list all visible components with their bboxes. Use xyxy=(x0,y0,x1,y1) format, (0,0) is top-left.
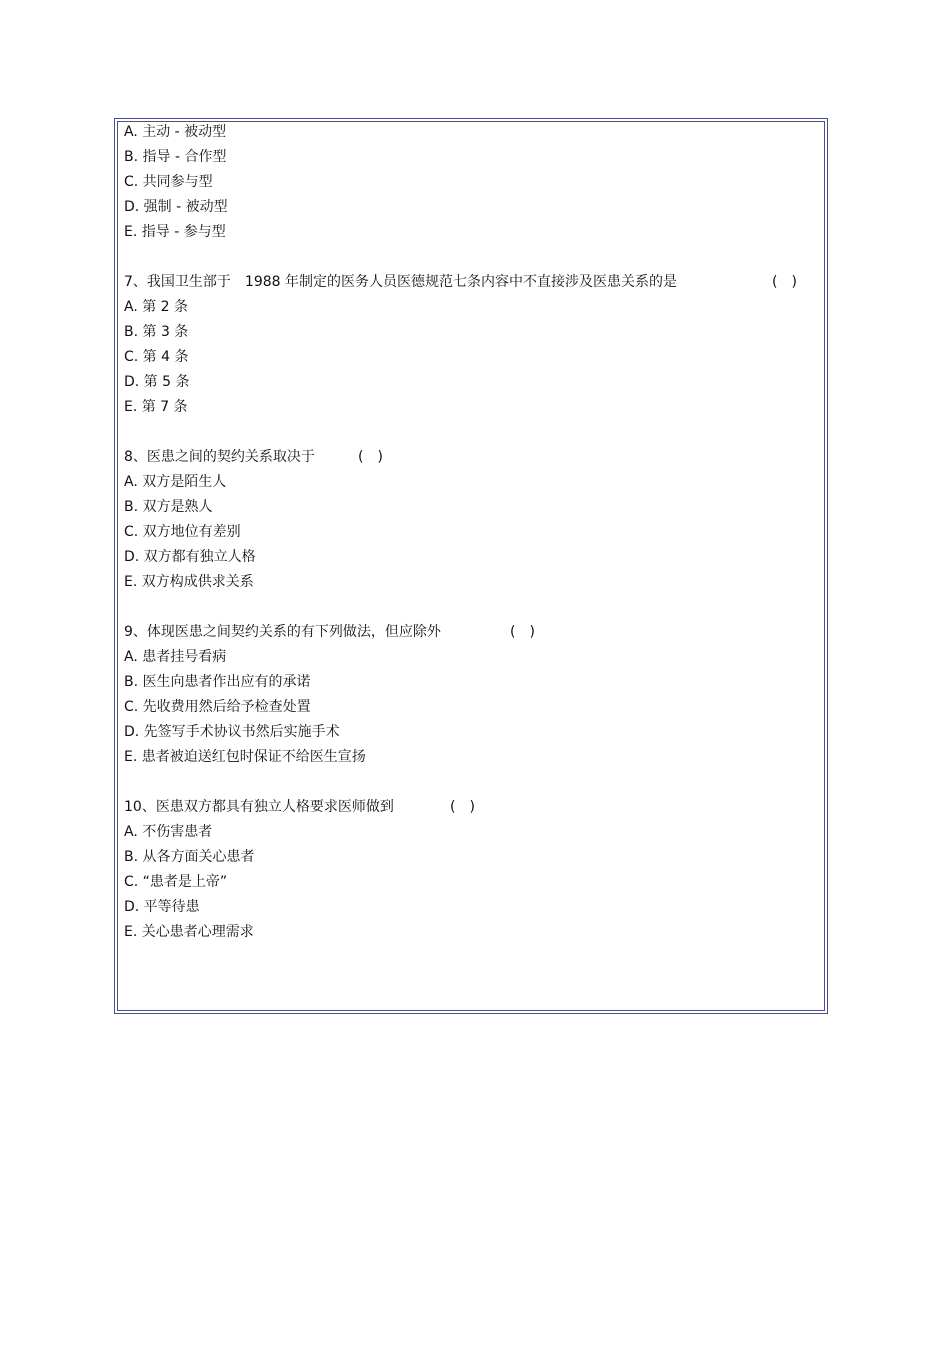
option-a: A. 主动 - 被动型 xyxy=(124,124,227,140)
question-stem xyxy=(124,795,814,820)
option-e: E. 关心患者心理需求 xyxy=(124,924,254,940)
option-b: B. 第 3 条 xyxy=(124,324,189,340)
option-c: C. 先收费用然后给予检查处置 xyxy=(124,699,311,715)
option-e: E. 第 7 条 xyxy=(124,399,188,415)
option-c: C. “患者是上帝” xyxy=(124,874,228,890)
option-a: A. 患者挂号看病 xyxy=(124,649,227,665)
option-d: D. 强制 - 被动型 xyxy=(124,199,228,215)
option-c: C. 双方地位有差别 xyxy=(124,524,241,540)
question-stem-text: 10、医患双方都具有独立人格要求医师做到 xyxy=(124,799,394,815)
option-d: D. 双方都有独立人格 xyxy=(124,549,256,565)
question-8 xyxy=(124,445,814,595)
question-stem-text: 9、体现医患之间契约关系的有下列做法，但应除外 xyxy=(124,624,441,640)
option-a: A. 不伤害患者 xyxy=(124,824,213,840)
option-e: E. 患者被迫送红包时保证不给医生宣扬 xyxy=(124,749,366,765)
answer-blank: ( ) xyxy=(450,799,475,815)
question-10 xyxy=(124,795,814,945)
option-a: A. 第 2 条 xyxy=(124,299,189,315)
option-c: C. 共同参与型 xyxy=(124,174,213,190)
question-stem-text: 7、我国卫生部于 1988 年制定的医务人员医德规范七条内容中不直接涉及医患关系的是 xyxy=(124,274,677,290)
option-d: D. 平等待患 xyxy=(124,899,200,915)
question-stem xyxy=(124,270,814,295)
option-b: B. 指导 - 合作型 xyxy=(124,149,227,165)
question-7 xyxy=(124,270,814,420)
answer-blank: ( ) xyxy=(358,449,383,465)
option-b: B. 双方是熟人 xyxy=(124,499,213,515)
question-9 xyxy=(124,620,814,770)
option-c: C. 第 4 条 xyxy=(124,349,189,365)
option-b: B. 从各方面关心患者 xyxy=(124,849,255,865)
option-d: D. 先签写手术协议书然后实施手术 xyxy=(124,724,340,740)
question-list xyxy=(124,120,814,945)
answer-blank: ( ) xyxy=(772,274,797,290)
answer-blank: ( ) xyxy=(510,624,535,640)
question-stem xyxy=(124,620,814,645)
option-e: E. 双方构成供求关系 xyxy=(124,574,254,590)
question-stem-text: 8、医患之间的契约关系取决于 xyxy=(124,449,315,465)
option-d: D. 第 5 条 xyxy=(124,374,190,390)
option-b: B. 医生向患者作出应有的承诺 xyxy=(124,674,311,690)
question-6 xyxy=(124,120,814,245)
option-a: A. 双方是陌生人 xyxy=(124,474,227,490)
option-e: E. 指导 - 参与型 xyxy=(124,224,226,240)
question-stem xyxy=(124,445,814,470)
